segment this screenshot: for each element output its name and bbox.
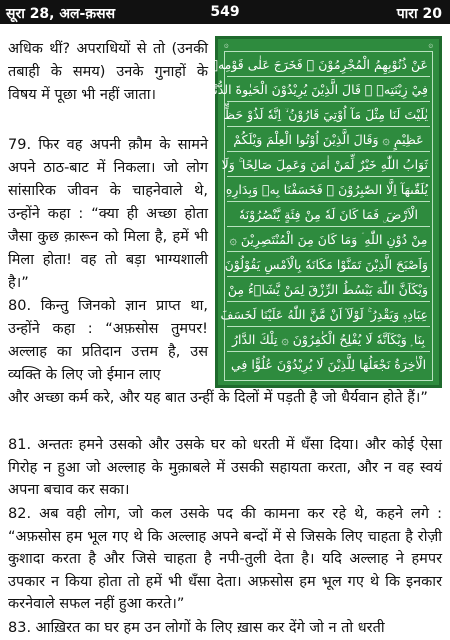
arabic-line: بِنَا ۭ وَيْكَاَنَّهٗ لَا يُفْلِحُ الْكٰفِرُوْنَ ۞ تِلْكَ الدَّارُ: [232, 332, 425, 347]
line-rule: [227, 151, 430, 152]
arabic-line: مِنْ دُوْنِ اللّٰهِ ۤ وَمَا كَانَ مِنَ الْمُنْتَصِرِيْنَ ۞: [229, 232, 428, 247]
paragraph-verse-81: 81. अन्ततः हमने उसको और उसके घर को धरती में धँसा दिया। और कोई ऐसा गिरोह न हुआ जो अल्लाह के मुक़ाबले में उसकी सहायता करता, और न वह स्वयं अपना बचाव कर सका।: [8, 437, 442, 498]
arabic-line: الْاَرْضَ ۣ فَمَا كَانَ لَهٗ مِنْ فِئَةٍ يَّنْصُرُوْنَهٗ: [238, 207, 419, 222]
arabic-line: فِيْ زِيْنَتِهٖ ۭ قَالَ الَّذِيْنَ يُرِيْدُوْنَ الْحَيٰوةَ الدُّنْيَا: [206, 82, 428, 97]
paragraph-verse-79: 79. फिर वह अपनी क़ौम के सामने अपने ठाठ-बाट में निकला। जो लोग सांसारिक जीवन के चाहनेवाले थे, उन्होंने कहा : “क्या ही अच्छा होता जैसा कुछ क़ारून को मिला है, हमें भी मिला होता! वह तो बड़ा भाग्यशाली है।”: [8, 137, 208, 291]
line-rule: [227, 301, 430, 302]
paragraph-verse-83: 83. आख़िरत का घर हम उन लोगों के लिए ख़ास कर देंगे जो न तो धरती: [8, 620, 385, 636]
arabic-line: يٰلَيْتَ لَنَا مِثْلَ مَآ اُوْتِيَ قَارُوْنُ ۙ اِنَّهٗ لَذُوْ حَظٍّ: [223, 107, 428, 122]
paragraph-verse-82: 82. अब वही लोग, जो कल उसके पद की कामना कर रहे थे, कहने लगे : “अफ़सोस हम भूल गए थे कि अल्लाह अपने बन्दों में से जिसके लिए चाहता है रोज़ी कुशादा करता है और जिसे चाहता है नपी-तुली देता है। यदि अल्लाह ने हमपर उपकार न किया होता तो हमें भी धँसा देता। अफ़सोस हम भूल गए थे कि इनकार करनेवाले सफल नहीं हुआ करते।”: [8, 506, 442, 612]
line-rule: [227, 176, 430, 177]
line-rule: [227, 101, 430, 102]
arabic-line: عِبَادِهٖ وَيَقْدِرُ ۚ لَوْلَآ اَنْ مَّنَّ اللّٰهُ عَلَيْنَا لَخَسَفَ: [220, 307, 428, 322]
paragraph-intro: अधिक थीं? अपराधियों से तो (उनकी तबाही के समय) उनके गुनाहों के विषय में पूछा भी नहीं जाता।: [8, 41, 208, 103]
arabic-line: وَيْكَاَنَّ اللّٰهَ يَبْسُطُ الرِّزْقَ لِمَنْ يَّشَاۗءُ مِنْ: [227, 282, 428, 297]
paragraph-verse-80-cont: और अच्छा कर्म करे, और यह बात उन्हीं के दिलों में पड़ती है जो धैर्यवान होते हैं।”: [8, 390, 428, 406]
line-rule: [227, 251, 430, 252]
line-rule: [227, 226, 430, 227]
arabic-line: ثَوَابُ اللّٰهِ خَيْرٌ لِّمَنْ اٰمَنَ وَعَمِلَ صَالِحًا ۚ وَلَا: [221, 157, 428, 172]
panel-ornament-left: ۞: [224, 40, 229, 49]
line-rule: [227, 76, 430, 77]
arabic-text-panel: [206, 36, 442, 388]
arabic-lines: [206, 51, 433, 381]
arabic-line: الْاٰخِرَةُ نَجْعَلُهَا لِلَّذِيْنَ لَا يُرِيْدُوْنَ عُلُوًّا فِي: [230, 357, 427, 372]
arabic-line: عَظِيْمٍ ۞ وَقَالَ الَّذِيْنَ اُوْتُوا الْعِلْمَ وَيْلَكُمْ: [233, 132, 424, 147]
arabic-line: يُلَقّٰىهَآ اِلَّا الصّٰبِرُوْنَ ۞ فَخَسَفْنَا بِهٖ وَبِدَارِهِ: [225, 182, 428, 197]
line-rule: [227, 201, 430, 202]
line-rule: [227, 326, 430, 327]
panel-ornament-right: ۞: [428, 40, 433, 49]
para-label: पारा 20: [396, 6, 442, 22]
arabic-line: وَاَصْبَحَ الَّذِيْنَ تَمَنَّوْا مَكَانَهٗ بِالْاَمْسِ يَقُوْلُوْنَ: [224, 257, 428, 272]
line-rule: [227, 276, 430, 277]
arabic-line: عَنْ ذُنُوْبِهِمُ الْمُجْرِمُوْنَ ۞ فَخَرَجَ عَلٰى قَوْمِهٖ: [210, 57, 428, 72]
line-rule: [227, 351, 430, 352]
surah-title: सूरा 28, अल-क़सस: [6, 6, 116, 22]
line-rule: [227, 126, 430, 127]
paragraph-verse-80: 80. किन्तु जिनको ज्ञान प्राप्त था, उन्होंने कहा : “अफ़सोस तुमपर! अल्लाह का प्रतिदान उत्तम है, उस व्यक्ति के लिए जो ईमान लाए: [8, 298, 208, 383]
page-header: [0, 0, 450, 24]
page-number: 549: [210, 4, 240, 20]
